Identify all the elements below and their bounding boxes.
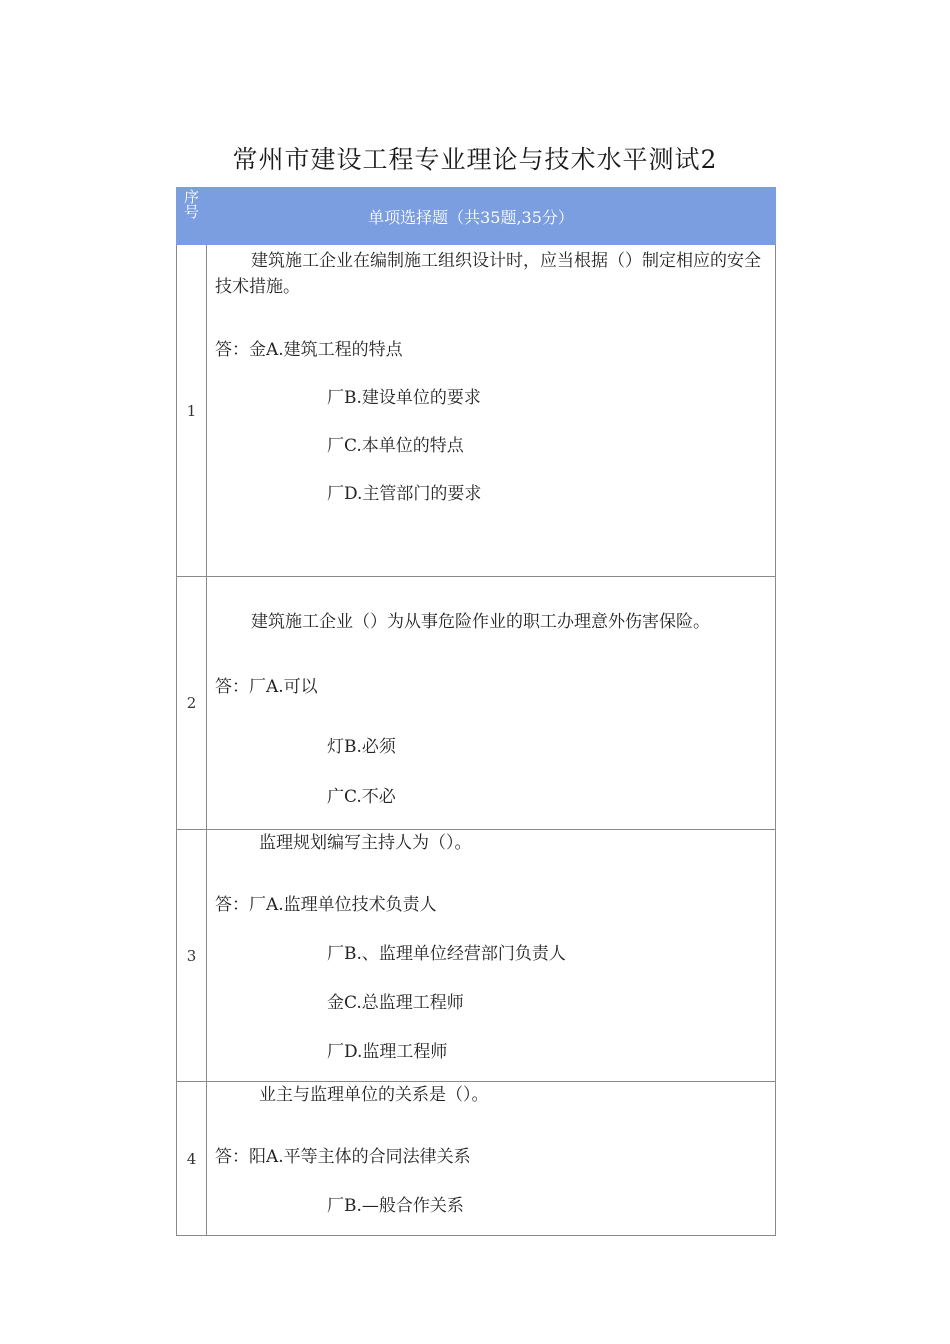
- answer-option[interactable]: [207, 1144, 775, 1170]
- question-number: 2: [177, 577, 207, 830]
- option-text: A.建筑工程的特点: [266, 340, 403, 360]
- question-cell: [207, 1082, 776, 1236]
- question-cell: [207, 830, 776, 1082]
- answer-prefix: 答：: [215, 677, 249, 697]
- answer-option[interactable]: [207, 784, 775, 810]
- option-mark: 厂: [249, 895, 266, 915]
- option-mark: 厂: [327, 436, 344, 456]
- option-mark: 广: [327, 787, 344, 807]
- answer-option[interactable]: [207, 1193, 775, 1219]
- question-row: [177, 577, 776, 830]
- question-number: 4: [177, 1082, 207, 1236]
- option-text: B.、监理单位经营部门负责人: [344, 944, 566, 964]
- option-mark: 厂: [327, 1042, 344, 1062]
- question-cell: [207, 245, 776, 577]
- quiz-table: [176, 187, 776, 1236]
- answer-prefix: 答：: [215, 340, 249, 360]
- answer-option[interactable]: [207, 734, 775, 760]
- option-text: B.必须: [344, 737, 396, 757]
- answer-option[interactable]: [207, 337, 775, 363]
- option-mark: 灯: [327, 737, 344, 757]
- column-header-number: 序 号: [177, 188, 207, 245]
- question-stem: 业主与监理单位的关系是（）。: [259, 1085, 489, 1105]
- option-mark: 厂: [327, 944, 344, 964]
- option-text: D.监理工程师: [344, 1042, 448, 1062]
- page-title: 常州市建设工程专业理论与技术水平测试2: [232, 145, 718, 174]
- answer-option[interactable]: [207, 892, 775, 918]
- option-text: B.建设单位的要求: [344, 388, 481, 408]
- answer-option[interactable]: [207, 674, 775, 700]
- answer-option[interactable]: [207, 385, 775, 411]
- question-row: [177, 830, 776, 1082]
- question-cell: [207, 577, 776, 830]
- question-row: [177, 1082, 776, 1236]
- option-text: A.可以: [266, 677, 318, 697]
- answer-option[interactable]: [207, 433, 775, 459]
- option-mark: 金: [327, 993, 344, 1013]
- option-mark: 阳: [249, 1147, 266, 1167]
- column-header-section: 单项选择题（共35题,35分）: [207, 188, 776, 245]
- option-text: D.主管部门的要求: [344, 484, 482, 504]
- question-number: 1: [177, 245, 207, 577]
- option-text: C.不必: [344, 787, 396, 807]
- option-mark: 金: [249, 340, 266, 360]
- question-row: [177, 245, 776, 577]
- option-mark: 厂: [327, 484, 344, 504]
- option-text: C.本单位的特点: [344, 436, 464, 456]
- option-mark: 厂: [327, 1196, 344, 1216]
- answer-option[interactable]: [207, 941, 775, 967]
- question-stem: 建筑施工企业（）为从事危险作业的职工办理意外伤害保险。: [251, 612, 710, 632]
- option-text: A.监理单位技术负责人: [266, 895, 437, 915]
- option-text: A.平等主体的合同法律关系: [266, 1147, 471, 1167]
- answer-prefix: 答：: [215, 895, 249, 915]
- answer-prefix: 答：: [215, 1147, 249, 1167]
- table-header-row: [177, 188, 776, 245]
- question-stem: 监理规划编写主持人为（）。: [259, 833, 472, 853]
- answer-option[interactable]: [207, 481, 775, 507]
- option-mark: 厂: [249, 677, 266, 697]
- option-text: B.—般合作关系: [344, 1196, 464, 1216]
- option-mark: 厂: [327, 388, 344, 408]
- question-stem: 建筑施工企业在编制施工组织设计时，应当根据（）制定相应的安全技术措施。: [215, 251, 761, 297]
- question-number: 3: [177, 830, 207, 1082]
- option-text: C.总监理工程师: [344, 993, 464, 1013]
- answer-option[interactable]: [207, 1039, 775, 1065]
- answer-option[interactable]: [207, 990, 775, 1016]
